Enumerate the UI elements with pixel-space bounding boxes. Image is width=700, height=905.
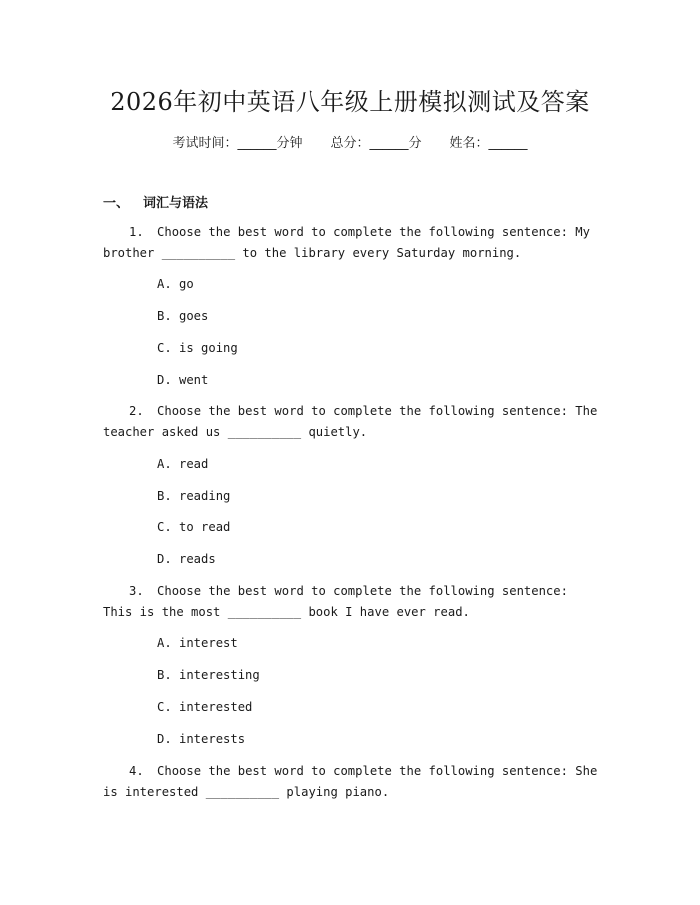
section-number: 一、 xyxy=(103,196,130,211)
option-3c: C. interested xyxy=(157,700,253,714)
section-title: 词汇与语法 xyxy=(143,196,209,211)
option-1b: B. goes xyxy=(157,309,209,323)
option-1c: C. is going xyxy=(157,341,238,355)
option-2b: B. reading xyxy=(157,489,231,503)
question-text: Choose the best word to complete the following sentence: The teacher asked us __________ quietly. xyxy=(103,404,598,439)
question-1 xyxy=(103,222,603,264)
option-2d: D. reads xyxy=(157,552,216,566)
question-number: 4. xyxy=(129,764,144,778)
option-2a: A. read xyxy=(157,457,209,471)
option-3a: A. interest xyxy=(157,636,238,650)
question-3 xyxy=(103,581,603,623)
question-text: Choose the best word to complete the following sentence: My brother __________ to the library every Saturday morning. xyxy=(103,225,590,260)
section-heading xyxy=(103,192,208,211)
question-text: Choose the best word to complete the following sentence: This is the most __________ book I have ever read. xyxy=(103,584,568,619)
option-1d: D. went xyxy=(157,373,209,387)
exam-time: 考试时间：______分钟 xyxy=(172,136,303,151)
question-number: 2. xyxy=(129,404,144,418)
option-3b: B. interesting xyxy=(157,668,260,682)
question-text: Choose the best word to complete the following sentence: She is interested __________ playing piano. xyxy=(103,764,598,799)
question-4 xyxy=(103,761,603,803)
question-number: 1. xyxy=(129,225,144,239)
exam-score: 总分：______分 xyxy=(330,136,422,151)
option-1a: A. go xyxy=(157,277,194,291)
exam-info xyxy=(0,132,700,151)
question-2 xyxy=(103,401,603,443)
exam-name: 姓名：______ xyxy=(449,136,528,151)
option-3d: D. interests xyxy=(157,732,246,746)
question-number: 3. xyxy=(129,584,144,598)
page-title: 2026年初中英语八年级上册模拟测试及答案 xyxy=(110,88,590,116)
option-2c: C. to read xyxy=(157,520,231,534)
